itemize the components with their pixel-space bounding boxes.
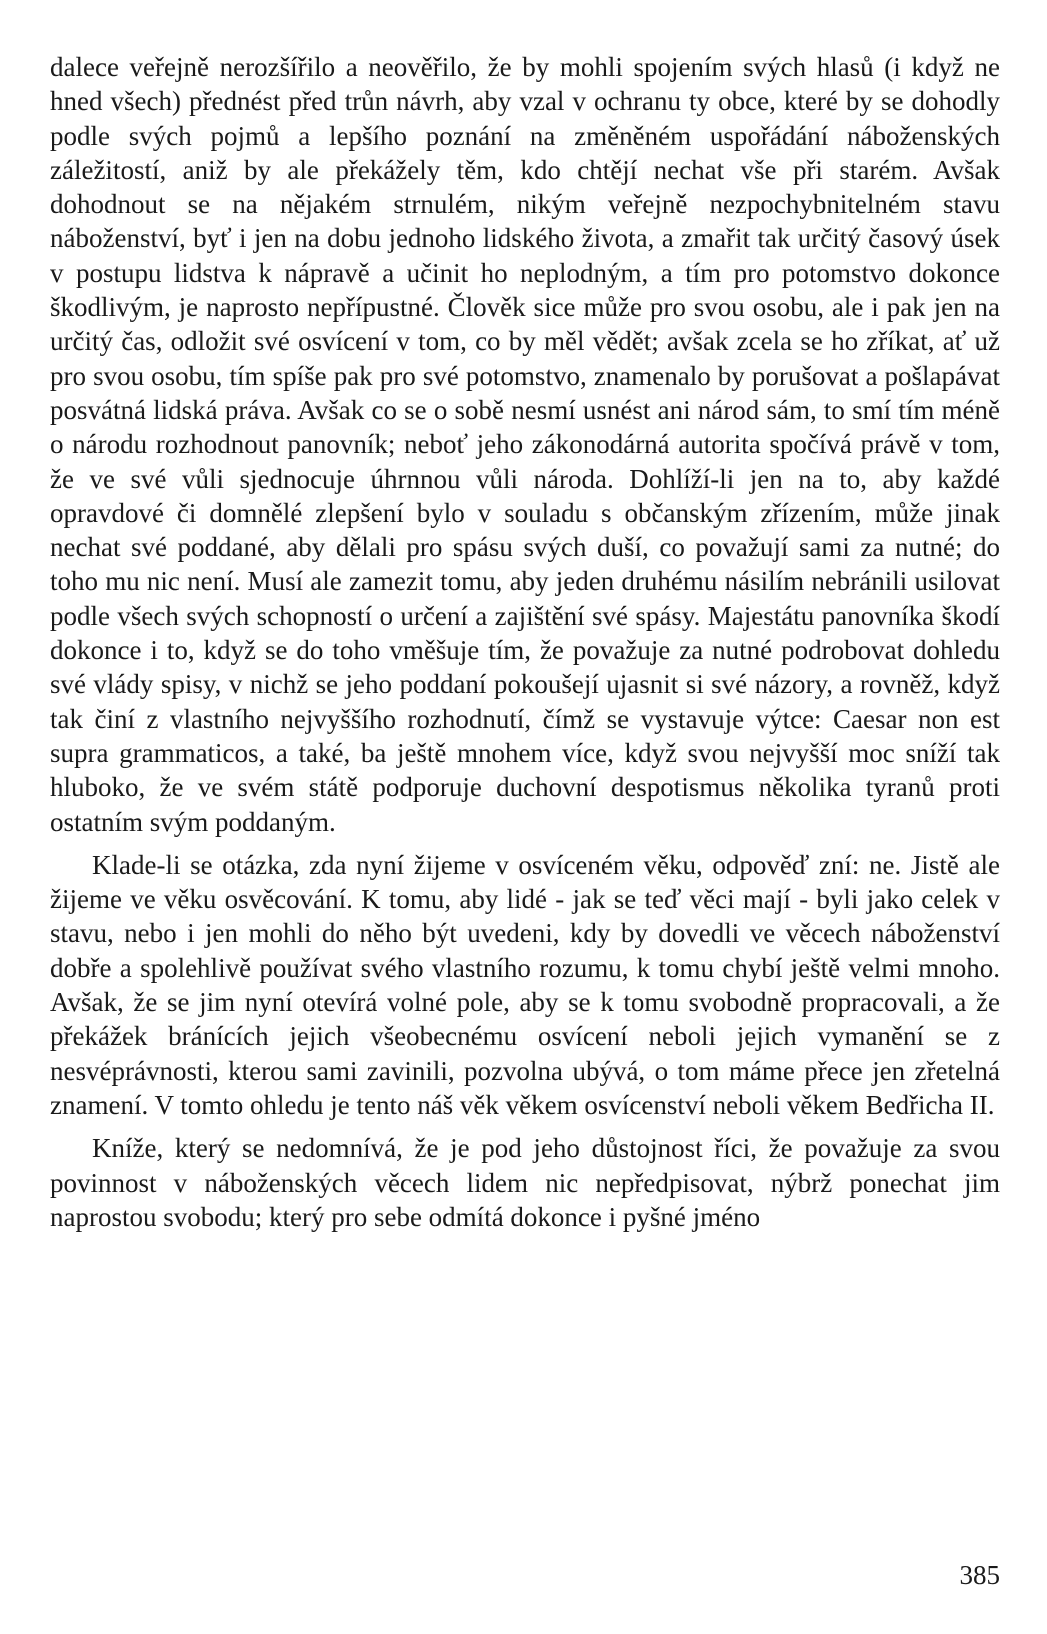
page-number: 385 [959,1560,1000,1590]
paragraph-3: Kníže, který se nedomnívá, že je pod jeho důstojnost říci, že považuje za svou povinnost v náboženských věcech lidem nic nepředpisovat, nýbrž ponechat jim naprostou svobodu; který pro sebe odmítá dokonce i pyšné jméno [50,1133,1000,1232]
paragraph-1: dalece veřejně nerozšířilo a neověřilo, že by mohli spojením svých hlasů (i když ne hned všech) přednést před trůn návrh, aby vzal v ochranu ty obce, které by se dohodly podle svých pojmů a lepšího poznání na změněném uspořádání náboženských záležitostí, aniž by ale překážely těm, kdo chtějí nechat vše při starém. Avšak dohodnout se na nějakém strnulém, nikým veřejně nezpochybnitelném stavu náboženství, byť i jen na dobu jednoho lidského života, a zmařit tak určitý časový úsek v postupu lidstva k nápravě a učinit ho neplodným, a tím pro potomstvo dokonce škodlivým, je naprosto nepřípustné. Člověk sice může pro svou osobu, ale i pak jen na určitý čas, odložit své osvícení v tom, co by měl vědět; avšak zcela se ho zříkat, ať už pro svou osobu, tím spíše pak pro své potomstvo, znamenalo by porušovat a pošlapávat posvátná lidská práva. Avšak co se o sobě nesmí usnést ani národ sám, to smí tím méně o národu rozhodnout panovník; neboť jeho zákonodárná autorita spočívá právě v tom, že ve své vůli sjednocuje úhrnnou vůli národa. Dohlíží-li jen na to, aby každé opravdové či domnělé zlepšení bylo v souladu s občanským zřízením, může jinak nechat své poddané, aby dělali pro spásu svých duší, co považují sami za nutné; do toho mu nic není. Musí ale zamezit tomu, aby jeden druhému násilím nebránili usilovat podle všech svých schopností o určení a zajištění své spásy. Majestátu panovníka škodí dokonce i to, když se do toho vměšuje tím, že považuje za nutné podrobovat dohledu své vlády spisy, v nichž se jeho poddaní pokoušejí ujasnit si své názory, a rovněž, když tak činí z vlastního nejvyššího rozhodnutí, čímž se vystavuje výtce: Caesar non est supra grammaticos, a také, ba ještě mnohem více, když svou nejvyšší moc sníží tak hluboko, že ve svém státě podporuje duchovní despotismus několika tyranů proti ostatním svým poddaným. [50,52,1000,837]
page-text-block [50,50,1000,1234]
paragraph-2: Klade-li se otázka, zda nyní žijeme v osvíceném věku, odpověď zní: ne. Jistě ale žijeme ve věku osvěcování. K tomu, aby lidé - jak se teď věci mají - byli jako celek v stavu, nebo i jen mohli do něho být uvedeni, kdy by dovedli ve věcech náboženství dobře a spolehlivě používat svého vlastního rozumu, k tomu chybí ještě velmi mnoho. Avšak, že se jim nyní otevírá volné pole, aby se k tomu svobodně propracovali, a že překážek bránících jejich všeobecnému osvícení neboli jejich vymanění se z nesvéprávnosti, kterou sami zavinili, pozvolna ubývá, o tom máme přece jen zřetelná znamení. V tomto ohledu je tento náš věk věkem osvícenství neboli věkem Bedřicha II. [50,849,1000,1120]
